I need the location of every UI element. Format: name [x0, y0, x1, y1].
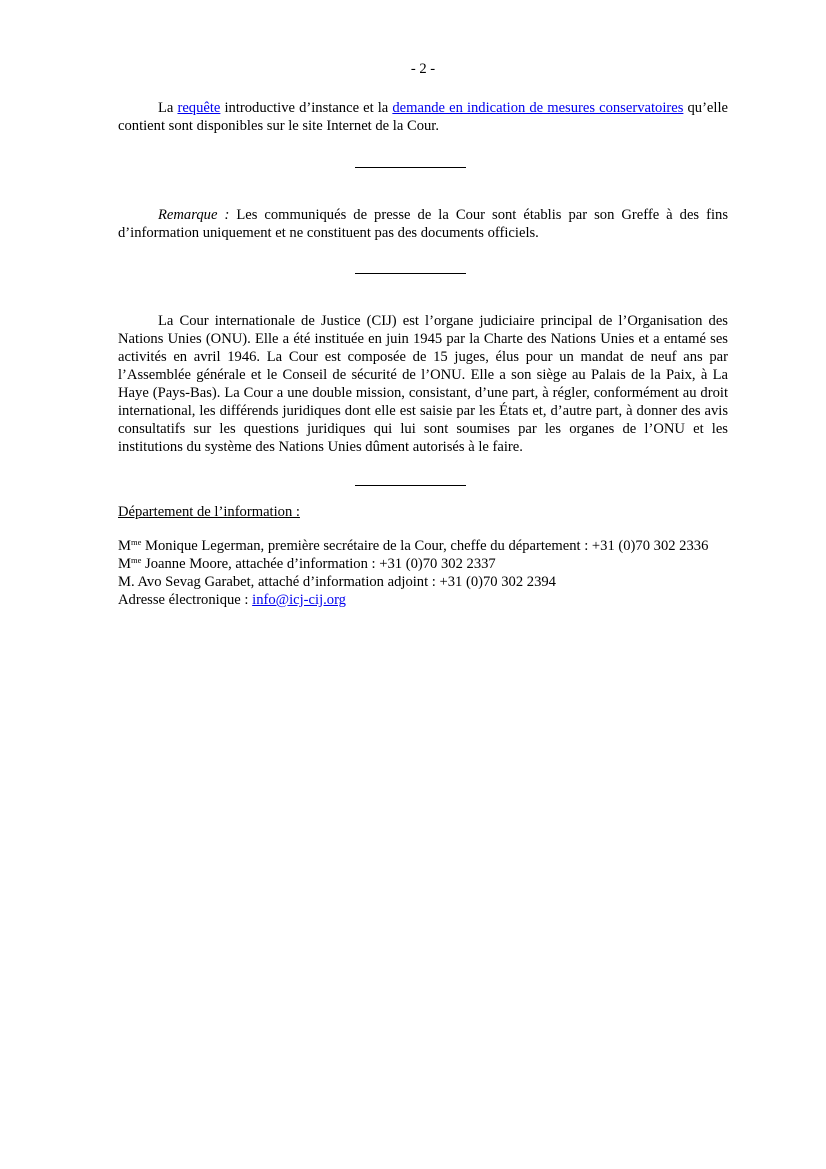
text: La: [158, 100, 178, 116]
separator-line: [355, 167, 466, 168]
paragraph-request-links: [118, 99, 728, 135]
paragraph-icj-description: La Cour internationale de Justice (CIJ) est l’organe judiciaire principal de l’Organisation des Nations Unies (ONU). Elle a été instituée en juin 1945 par la Charte des Nations Unies et a entamé ses activités en avril 1946. La Cour est composée de 15 juges, élus pour un mandat de neuf ans par l’Assemblée générale et le Conseil de sécurité de l’ONU. Elle a son siège au Palais de la Paix, à La Haye (Pays-Bas). La Cour a une double mission, consistant, d’une part, à régler, conformément au droit international, les différends juridiques dont elle est saisie par les États et, d’autre part, à donner des avis consultatifs sur les questions juridiques qui lui sont soumises par les organes de l’ONU et les institutions du système des Nations Unies dûment autorisés à le faire.: [118, 313, 728, 455]
remark-label: Remarque :: [158, 207, 230, 223]
contact-text: Monique Legerman, première secrétaire de la Cour, cheffe du département : +31 (0)70 302 2336: [141, 538, 709, 554]
email-label: Adresse électronique :: [118, 592, 253, 608]
email-line: [118, 591, 346, 609]
contact-text: Joanne Moore, attachée d’information : +31 (0)70 302 2337: [141, 556, 496, 572]
contact-title-sup: me: [130, 537, 142, 547]
contacts-heading: Département de l’information :: [118, 504, 300, 520]
remark-text: Les communiqués de presse de la Cour sont établis par son Greffe à des fins d’information uniquement et ne constituent pas des documents officiels.: [118, 207, 729, 241]
provisional-measures-link[interactable]: demande en indication de mesures conservatoires: [392, 100, 684, 116]
contact-title-sup: me: [130, 555, 142, 565]
text: introductive d’instance et la: [220, 100, 393, 116]
page-number: - 2 -: [410, 61, 436, 77]
email-link[interactable]: info@icj-cij.org: [252, 592, 346, 608]
contact-line: [118, 537, 708, 555]
separator-line: [355, 273, 466, 274]
contact-line: M. Avo Sevag Garabet, attaché d’information adjoint : +31 (0)70 302 2394: [118, 574, 556, 590]
paragraph-remark: [118, 206, 728, 242]
separator-line: [355, 485, 466, 486]
contact-title: M: [118, 538, 131, 554]
contact-title: M: [118, 556, 131, 572]
request-link[interactable]: requête: [177, 100, 221, 116]
text: qu’elle contient sont disponibles sur le site Internet de la Cour.: [118, 100, 728, 134]
contact-line: [118, 555, 496, 573]
